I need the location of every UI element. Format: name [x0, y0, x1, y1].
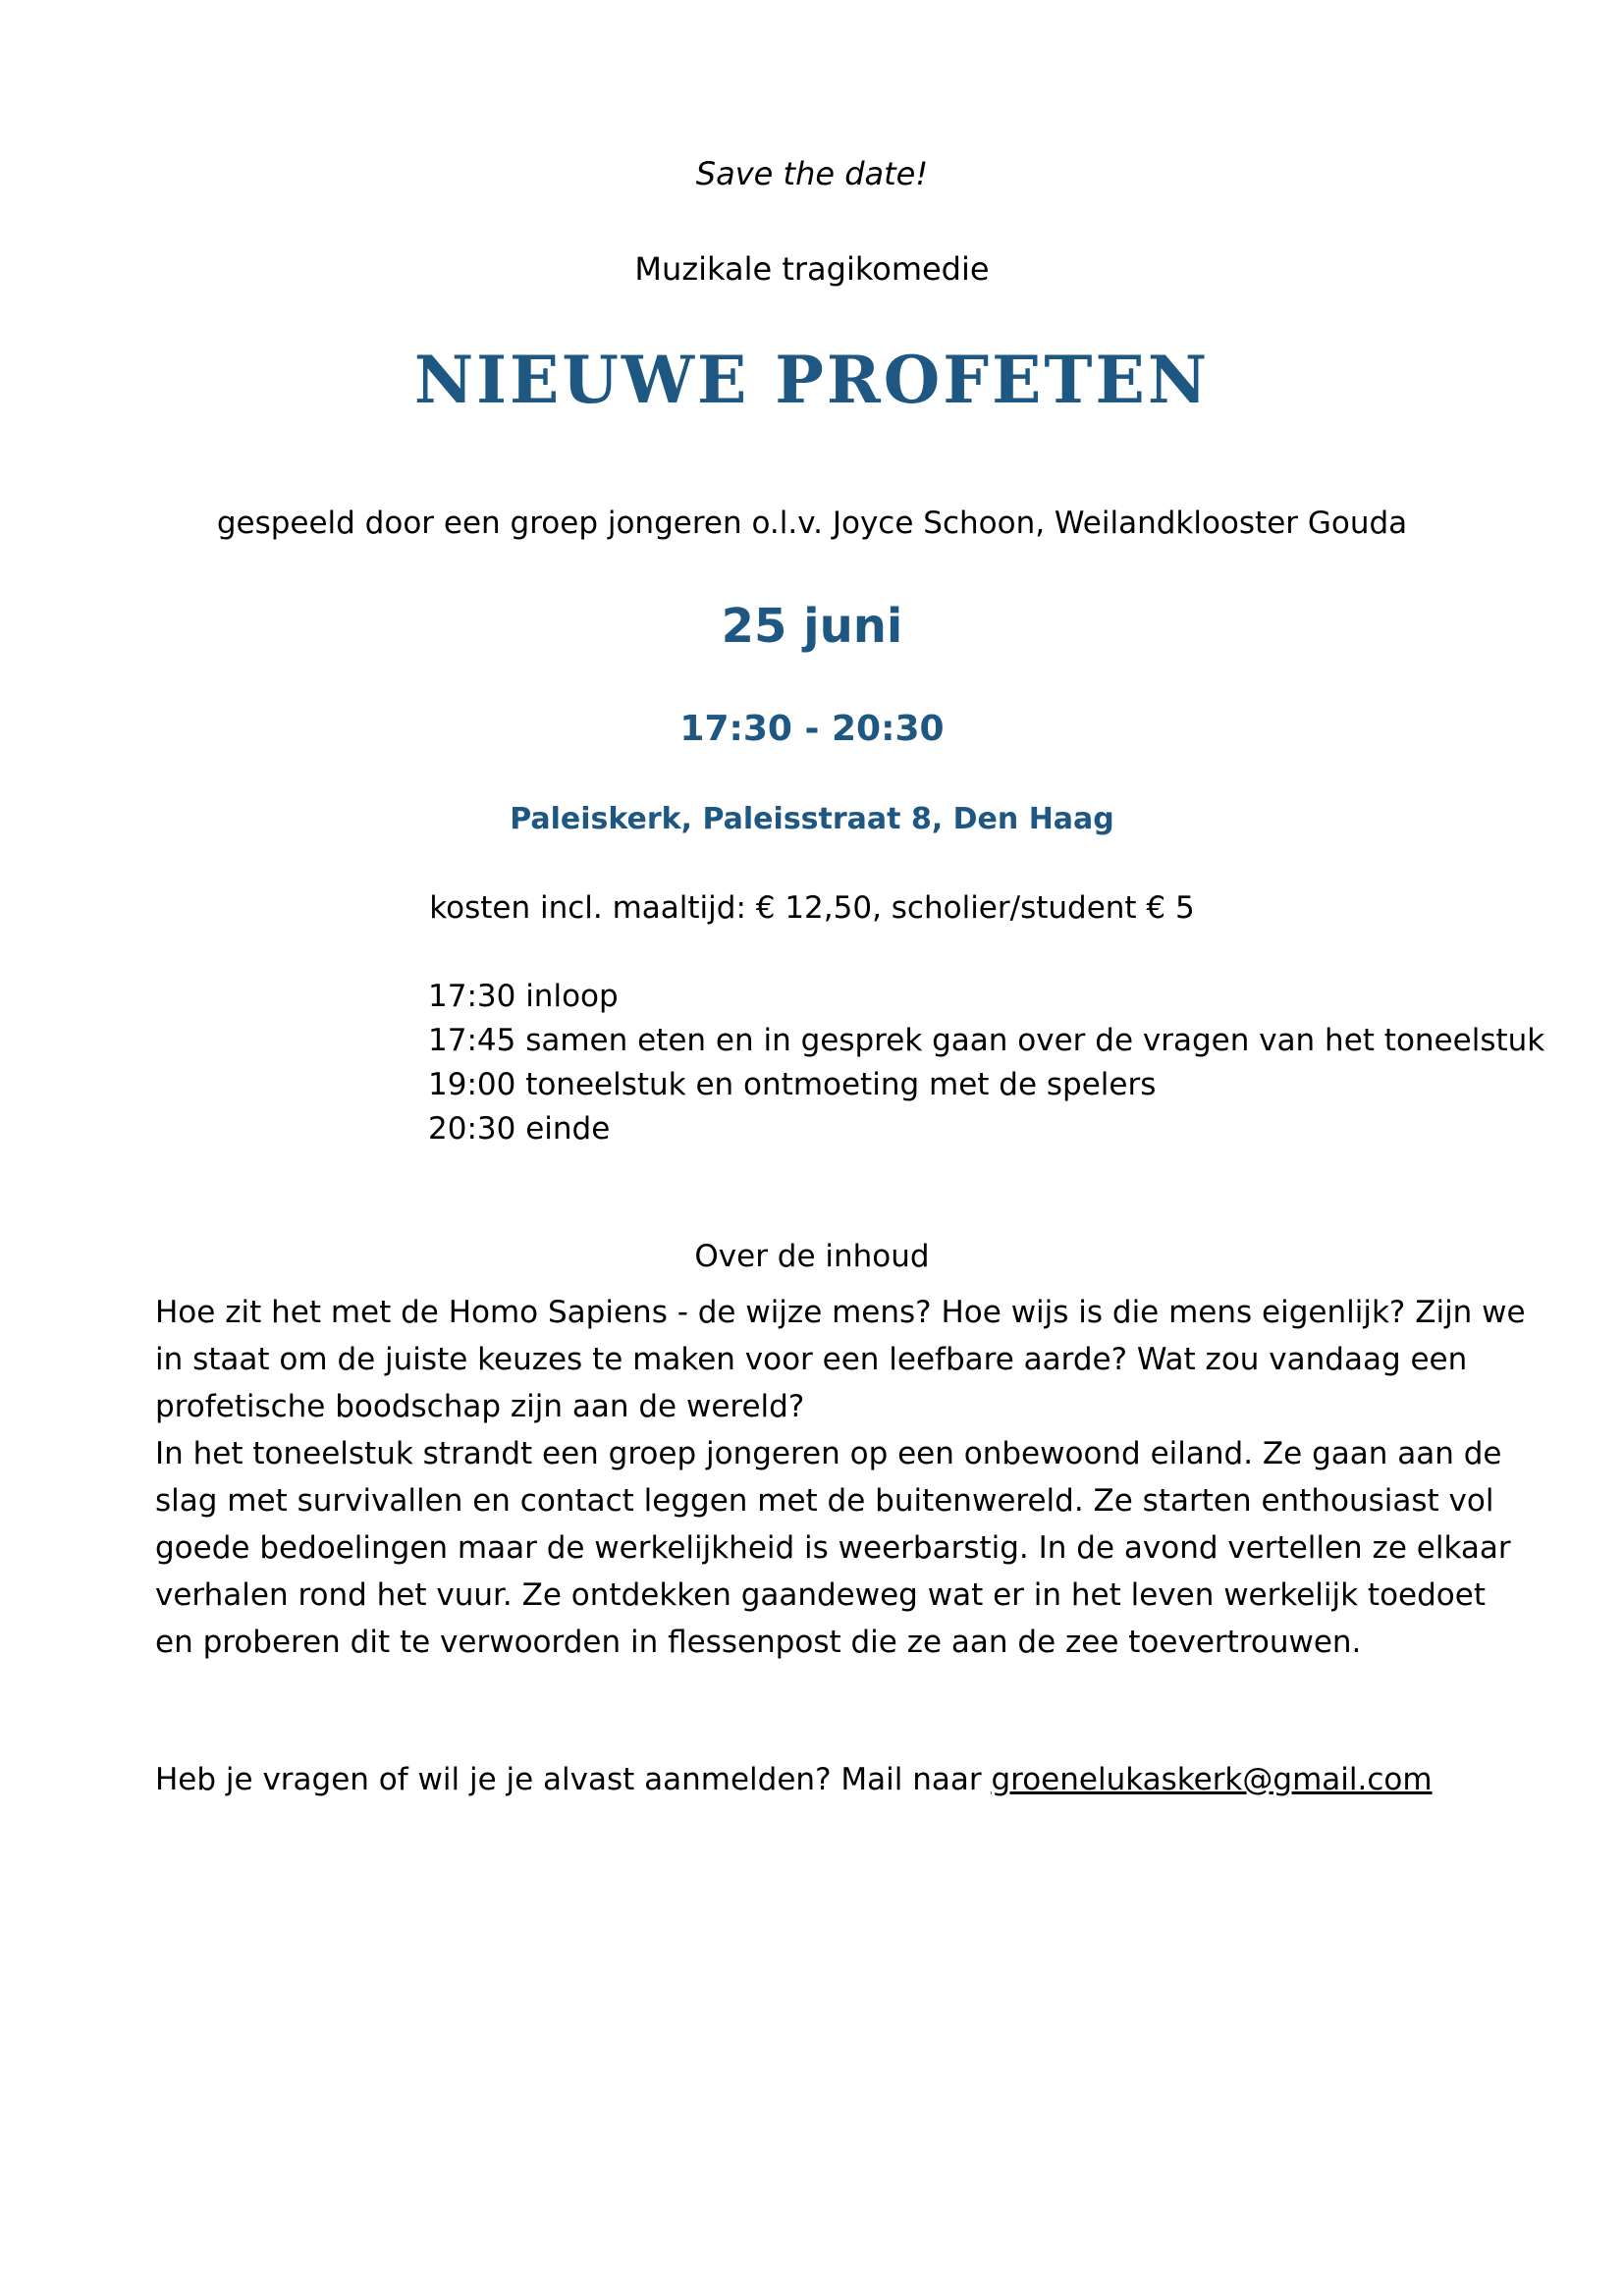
schedule-item: 20:30 einde [428, 1111, 611, 1147]
schedule-item: 17:30 inloop [428, 979, 619, 1014]
schedule-list [428, 975, 1544, 1151]
event-cost: kosten incl. maaltijd: € 12,50, scholier/student € 5 [429, 890, 1195, 926]
content-line: In het toneelstuk strandt een groep jongeren op een onbewoond eiland. Ze gaan aan de [155, 1436, 1502, 1471]
content-line: slag met survivallen en contact leggen met de buitenwereld. Ze starten enthousiast vol [155, 1483, 1494, 1519]
event-date: 25 juni [721, 599, 903, 654]
contact-line [155, 1762, 1433, 1797]
content-line: in staat om de juiste keuzes te maken voor een leefbare aarde? Wat zou vandaag een [155, 1342, 1468, 1377]
schedule-item: 17:45 samen eten en in gesprek gaan over de vragen van het toneelstuk [428, 1023, 1545, 1058]
email-link[interactable]: groenelukaskerk@gmail.com [991, 1762, 1433, 1797]
save-the-date-kicker: Save the date! [695, 155, 929, 192]
content-line: profetische boodschap zijn aan de wereld? [155, 1389, 805, 1424]
content-heading: Over de inhoud [694, 1239, 930, 1274]
play-title: NIEUWE PROFETEN [413, 342, 1211, 418]
contact-text: Heb je vragen of wil je je alvast aanmelden? Mail naar [155, 1762, 992, 1797]
content-line: goede bedoelingen maar de werkelijkheid is weerbarstig. In de avond vertellen ze elkaar [155, 1530, 1511, 1566]
schedule-item: 19:00 toneelstuk en ontmoeting met de spelers [428, 1067, 1157, 1102]
event-venue: Paleiskerk, Paleisstraat 8, Den Haag [510, 802, 1114, 836]
content-body [155, 1289, 1526, 1666]
performer-byline: gespeeld door een groep jongeren o.l.v. Joyce Schoon, Weilandklooster Gouda [216, 506, 1408, 541]
event-time: 17:30 - 20:30 [679, 709, 945, 749]
genre-subtitle: Muzikale tragikomedie [634, 250, 990, 288]
content-line: en proberen dit te verwoorden in flessenpost die ze aan de zee toevertrouwen. [155, 1625, 1362, 1660]
content-line: Hoe zit het met de Homo Sapiens - de wijze mens? Hoe wijs is die mens eigenlijk? Zijn we [155, 1295, 1526, 1330]
content-line: verhalen rond het vuur. Ze ontdekken gaandeweg wat er in het leven werkelijk toedoet [155, 1577, 1486, 1613]
